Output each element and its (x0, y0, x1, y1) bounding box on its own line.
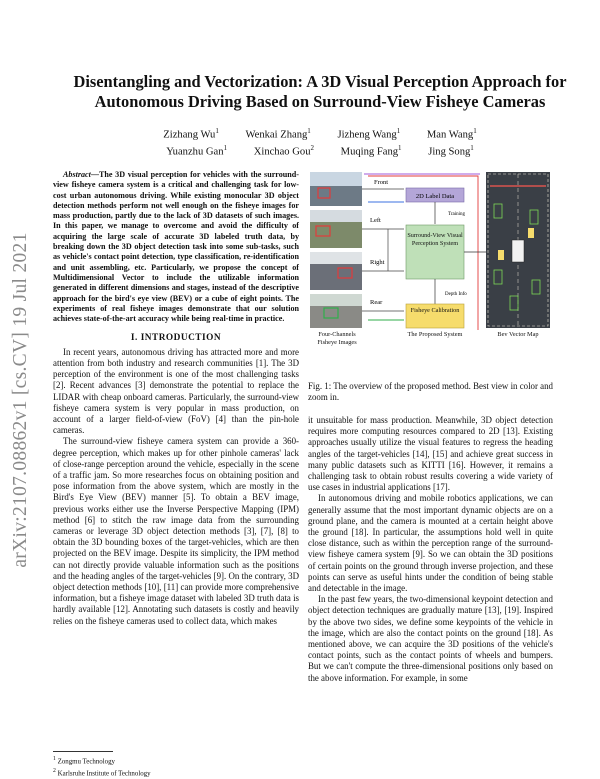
author: Muqing Fang$^1$ (340, 144, 402, 158)
author-list (60, 125, 580, 159)
author: Man Wang$^1$ (426, 127, 477, 141)
label-data-text: 2D Label Data (415, 193, 455, 200)
right-paragraph-1: it unsuitable for mass production. Meanwhile, 3D object detection requires more computing resources compared to 2D [13]. Existing approaches usually utilize the visual features to regress the heading angles of the target-vehicles [14], [15] and achieve great success in many public datasets such as KITTI [16]. However, it remains a challenging task to obtain robust results covering a wide variety of use cases in industrial applications [17]. (308, 415, 553, 493)
figure-caption: Fig. 1: The overview of the proposed method. Best view in color and zoom in. (308, 381, 553, 403)
author: Xinchao Gou$^2$ (253, 144, 314, 158)
fisheye-image-rear (310, 294, 362, 328)
arxiv-stamp (4, 210, 38, 590)
author: Wenkai Zhang$^1$ (245, 127, 311, 141)
abstract-label: Abstract (63, 170, 91, 179)
author: Jizheng Wang$^1$ (337, 127, 401, 141)
camera-input-arrows (362, 189, 404, 311)
cam-label-right: Right (370, 259, 385, 266)
label-bev-map: Bev Vector Map (497, 331, 539, 338)
cam-label-rear: Rear (370, 299, 383, 306)
abstract (53, 170, 299, 627)
label-four-channels: Four-Channels Fisheye Images (317, 331, 357, 346)
bev-vector-map (486, 172, 550, 328)
right-column-text (308, 415, 553, 684)
cam-label-left: Left (370, 217, 381, 224)
footnotes: $^1$ Zongmu Technology $^2$ Karlsruhe Institute of Technology (53, 756, 151, 778)
figure-1 (308, 170, 553, 370)
cam-label-front: Front (374, 179, 389, 186)
author: Yuanzhu Gan$^1$ (166, 144, 228, 158)
title-line-1: Disentangling and Vectorization: A 3D Visual Perception Approach for (73, 72, 567, 91)
depth-info-label: Depth Info (445, 292, 467, 297)
training-label: Training (448, 212, 466, 217)
fisheye-image-left (310, 210, 362, 248)
author: Zizhang Wu$^1$ (163, 127, 219, 141)
label-proposed-system: The Proposed System (407, 331, 463, 338)
right-paragraph-2: In autonomous driving and mobile robotics applications, we can generally assume that the most important dynamic objects are on a ground plane, and the camera is mounted at a certain height above the ground [18]. In particular, the assumptions hold well in quite close distance, such as within the perception range of the surround-view fisheye camera system [9]. So we can obtain the 3D positions of certain points on the ground through inverse projection, and these points can serve as useful hints under the condition of being stable and detectable in the image. (308, 493, 553, 594)
author: Jing Song$^1$ (428, 144, 474, 158)
paper-title (60, 72, 580, 112)
calibration-box-text: Fisheye Calibration (410, 307, 460, 314)
fisheye-image-front (310, 172, 362, 206)
footnote-rule (53, 751, 113, 752)
arxiv-id: arXiv:2107.08862v1 [cs.CV] 19 Jul 2021 (10, 232, 31, 568)
footnote-2: Karlsruhe Institute of Technology (57, 770, 151, 778)
title-line-2: Autonomous Driving Based on Surround-View Fisheye Cameras (94, 92, 546, 111)
fisheye-image-right (310, 252, 362, 290)
intro-paragraph-2: The surround-view fisheye camera system can provide a 360-degree perception, which makes up for other pinhole cameras' lack of close-range perception around the vehicle, especially in the scene of a traffic jam. So more researches focus on obtaining position and pose information from the above system, which are mostly in the Bird's Eye View (BEV) manner [5]. To obtain a BEV image, previous works either use the Inverse Perspective Mapping (IPM) method [6] to stitch the raw image data from the surrounding cameras or leverage 3D object detection methods [3], [7], [8] to obtain the 3D bounding boxes of the target-vehicles, which are then projected on the BEV image. Despite its simplicity, the IPM method can not directly provide valuable information such as the positions and the heading angles of the target-vehicles [9]. On the contrary, 3D object detection methods [10], [11] can provide more comprehensive information, but a fisheye image dataset with labeled 3D truth data is hardly available [12]. Annotating such datasets is costly and heavily relies on the fisheye cameras used to collect data, which makes (53, 436, 299, 626)
ego-vehicle-icon (512, 240, 524, 262)
system-box-text: Surround-View Visual Perception System (407, 232, 463, 247)
footnote-1: Zongmu Technology (57, 758, 115, 766)
section-heading-introduction: I. INTRODUCTION (130, 333, 222, 344)
intro-paragraph-1: In recent years, autonomous driving has attracted more and more attention from both industry and research communities [1]. The 3D perception of the environment is one of the most challenging tasks [2]. Recent advances [3] demonstrate the potential to replace the LIDAR with cheap onboard cameras. Particularly, the surround-view fisheye camera system is very popular in mass production, on account of a larger field-of-view (FoV) [4] than the pin-hole cameras. (53, 346, 299, 436)
right-paragraph-3: In the past few years, the two-dimensional keypoint detection and object detection techniques are gradually mature [13], [19]. Inspired by the above two sides, we define some keypoints of the vehicle in the image, which are also the contact points on the ground [18]. As mentioned above, we can acquire the 3D positions of the vehicle's contact points, such as the contact points of wheels and bumpers. But we can't compute the three-dimensional positions only based on the above information. For example, in some (308, 594, 553, 683)
abstract-text: —The 3D visual perception for vehicles with the surround-view fisheye camera system is a critical and challenging task for low-cost urban autonomous driving. While existing monocular 3D object detection methods perform not well enough on the fisheye images for mass production, partly due to the lack of 3D datasets of such images. In this paper, we manage to overcome and avoid the difficulty of acquiring the large scale of accurate 3D labeled truth data, by breaking down the 3D object detection task into some sub-tasks, such as vehicle's contact point detection, type classification, re-identification and unit assembling, etc. Particularly, we propose the concept of Multidimensional Vector to include the utilizable information generated in different dimensions and stages, instead of the descriptive approach for the bird's eye view (BEV) or a cube of eight points. The experiments of real fisheye images demonstrate that our solution achieves state-of-the-art accuracy while being real-time in practice. (53, 170, 299, 324)
